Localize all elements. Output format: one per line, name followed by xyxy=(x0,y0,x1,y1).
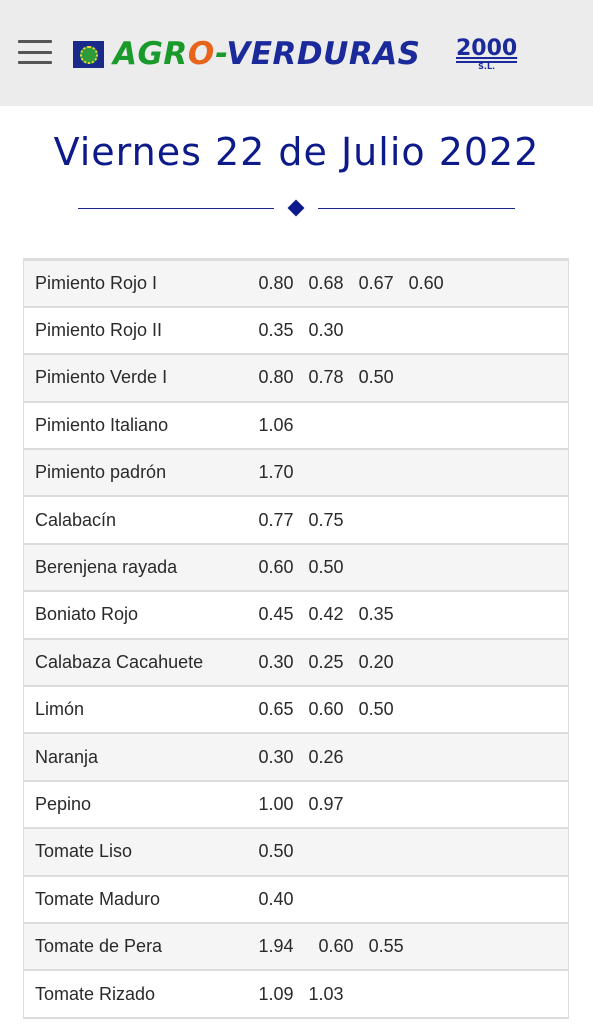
table-row xyxy=(24,781,569,828)
product-prices: 0.40 xyxy=(248,876,569,923)
product-name: Pepino xyxy=(24,781,248,828)
product-prices: 1.06 xyxy=(248,402,569,449)
product-name: Tomate Liso xyxy=(24,828,248,875)
table-row xyxy=(24,496,569,543)
table-row xyxy=(24,828,569,875)
product-prices: 0.60 0.50 xyxy=(248,544,569,591)
product-name: Calabacín xyxy=(24,496,248,543)
product-prices: 0.65 0.60 0.50 xyxy=(248,686,569,733)
product-name: Tomate Maduro xyxy=(24,876,248,923)
product-name: Berenjena rayada xyxy=(24,544,248,591)
agro-verduras-logo[interactable] xyxy=(73,34,523,72)
logo-year: 2000 S.L. xyxy=(456,36,518,71)
product-name: Calabaza Cacahuete xyxy=(24,639,248,686)
product-prices: 1.09 1.03 xyxy=(248,970,569,1017)
product-prices: 0.45 0.42 0.35 xyxy=(248,591,569,638)
product-name: Limón xyxy=(24,686,248,733)
product-name: Pimiento Rojo II xyxy=(24,307,248,354)
table-row xyxy=(24,591,569,638)
product-name: Pimiento Verde I xyxy=(24,354,248,401)
menu-line xyxy=(18,40,52,43)
menu-line xyxy=(18,51,52,54)
product-name: Pimiento padrón xyxy=(24,449,248,496)
product-prices: 1.00 0.97 xyxy=(248,781,569,828)
product-name: Boniato Rojo xyxy=(24,591,248,638)
hamburger-menu-icon[interactable] xyxy=(18,40,52,64)
product-prices: 0.80 0.78 0.50 xyxy=(248,354,569,401)
table-row xyxy=(24,923,569,970)
table-row xyxy=(24,449,569,496)
table-row xyxy=(24,876,569,923)
product-prices: 0.50 xyxy=(248,828,569,875)
product-name: Tomate Rizado xyxy=(24,970,248,1017)
product-prices: 0.80 0.68 0.67 0.60 xyxy=(248,260,569,307)
product-prices: 0.35 0.30 xyxy=(248,307,569,354)
product-prices: 0.30 0.25 0.20 xyxy=(248,639,569,686)
page-title: Viernes 22 de Julio 2022 xyxy=(53,130,540,174)
product-name: Naranja xyxy=(24,733,248,780)
menu-line xyxy=(18,61,52,64)
table-row xyxy=(24,354,569,401)
logo-globe-icon xyxy=(80,46,98,64)
product-prices: 1.94 0.60 0.55 xyxy=(248,923,569,970)
title-divider-left xyxy=(78,208,274,209)
product-prices: 0.77 0.75 xyxy=(248,496,569,543)
product-name: Pimiento Italiano xyxy=(24,402,248,449)
table-row xyxy=(24,686,569,733)
diamond-icon xyxy=(288,200,305,217)
top-bar xyxy=(0,0,593,106)
table-row xyxy=(24,970,569,1017)
table-row xyxy=(24,544,569,591)
logo-text: AGRO-VERDURAS xyxy=(113,36,421,72)
product-name: Tomate de Pera xyxy=(24,923,248,970)
product-prices: 0.30 0.26 xyxy=(248,733,569,780)
table-row xyxy=(24,402,569,449)
logo-emblem-icon xyxy=(73,41,104,68)
title-divider-right xyxy=(318,208,515,209)
table-row xyxy=(24,260,569,307)
table-row xyxy=(24,639,569,686)
table-row xyxy=(24,307,569,354)
product-name: Pimiento Rojo I xyxy=(24,260,248,307)
table-row xyxy=(24,733,569,780)
product-prices: 1.70 xyxy=(248,449,569,496)
price-table xyxy=(23,258,569,1019)
